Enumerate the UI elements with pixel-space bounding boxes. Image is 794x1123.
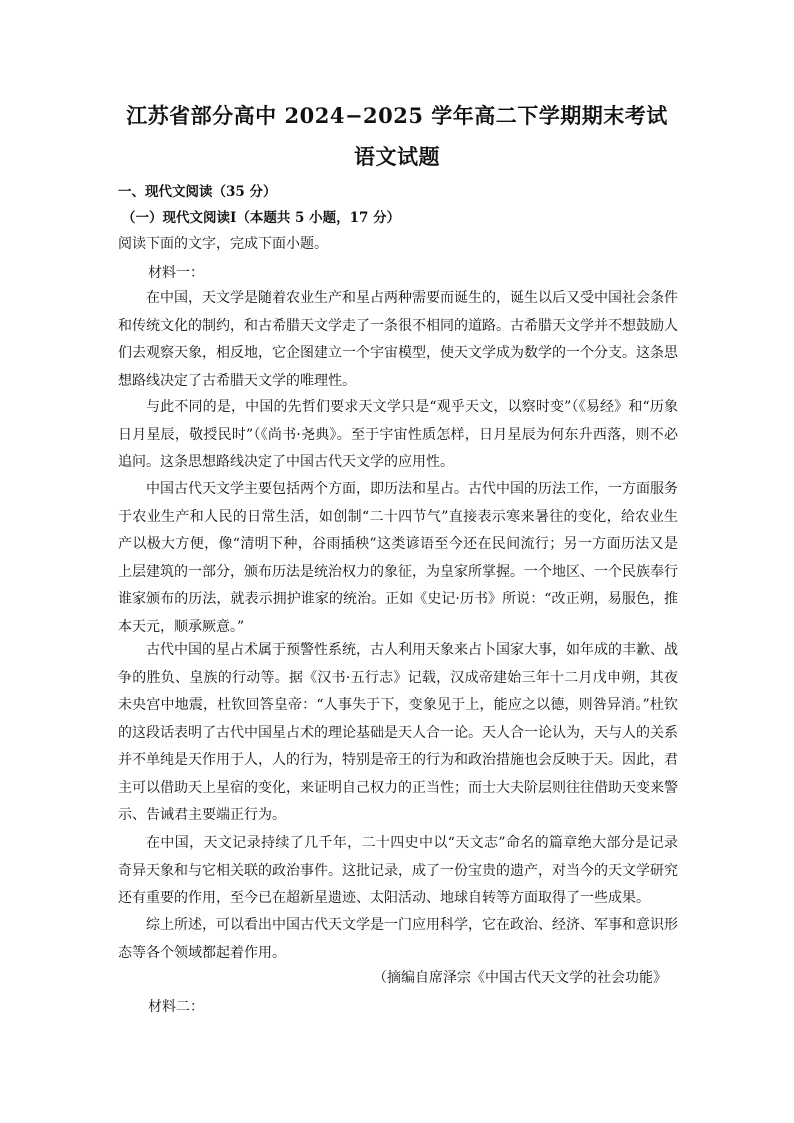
paragraph: 综上所述，可以看出中国古代天文学是一门应用科学，它在政治、经济、军事和意识形态等各个领域都起着作用。 bbox=[118, 917, 678, 961]
section-heading: 一、现代文阅读（35 分） bbox=[118, 184, 277, 200]
exam-title: 江苏省部分高中 2024−2025 学年高二下学期期末考试 bbox=[126, 103, 668, 128]
source-citation: （摘编自席泽宗《中国古代天文学的社会功能》 bbox=[373, 970, 667, 986]
subsection-heading: （一）现代文阅读Ⅰ（本题共 5 小题，17 分） bbox=[122, 210, 401, 226]
reading-instruction: 阅读下面的文字，完成下面小题。 bbox=[118, 236, 328, 252]
paragraph: 在中国，天文学是随着农业生产和星占两种需要而诞生的，诞生以后又受中国社会条件和传统文化的制约，和古希腊天文学走了一条很不相同的道路。古希腊天文学并不想鼓励人们去观察天象，相反地，它企图建立一个宇宙模型，使天文学成为数学的一个分支。这条思想路线决定了古希腊天文学的唯理性。 bbox=[118, 290, 678, 389]
exam-subtitle: 语文试题 bbox=[354, 144, 440, 169]
paragraph: 古代中国的星占术属于预警性系统，古人利用天象来占卜国家大事，如年成的丰歉、战争的胜负、皇族的行动等。据《汉书·五行志》记载，汉成帝建始三年十二月戊申朔，其夜未央宫中地震，杜钦回答皇帝：“人事失于下，变象见于上，能应之以德，则咎异消。”杜钦的这段话表明了古代中国星占术的理论基础是天人合一论。天人合一论认为，天与人的关系并不单纯是天作用于人，人的行为，特别是帝王的行为和政治措施也会反映于天。因此，君主可以借助天上星宿的变化，来证明自己权力的正当性；而士大夫阶层则往往借助天变来警示、告诫君主要端正行为。 bbox=[118, 642, 678, 823]
material-one-label: 材料一： bbox=[148, 265, 204, 281]
paragraph: 与此不同的是，中国的先哲们要求天文学只是“观乎天文，以察时变”（《易经》和“历象日月星辰，敬授民时”（《尚书·尧典》。至于宇宙性质怎样，日月星辰为何东升西落，则不必追问。这条思想路线决定了中国古代天文学的应用性。 bbox=[118, 399, 678, 470]
paragraph: 中国古代天文学主要包括两个方面，即历法和星占。古代中国的历法工作，一方面服务于农业生产和人民的日常生活，如创制“二十四节气”直接表示寒来暑往的变化，给农业生产以极大方便，像“清明下种，谷雨插秧”这类谚语至今还在民间流行；另一方面历法又是上层建筑的一部分，颁布历法是统治权力的象征，为皇家所掌握。一个地区、一个民族奉行谁家颁布的历法，就表示拥护谁家的统治。正如《史记·历书》所说：“改正朔，易服色，推本天元，顺承厥意。” bbox=[118, 481, 678, 635]
material-two-label: 材料二： bbox=[148, 999, 204, 1015]
paragraph: 在中国，天文记录持续了几千年，二十四史中以“天文志”命名的篇章绝大部分是记录奇异天象和与它相关联的政治事件。这批记录，成了一份宝贵的遗产，对当今的天文学研究还有重要的作用，至今已在超新星遗迹、太阳活动、地球自转等方面取得了一些成果。 bbox=[118, 835, 678, 906]
